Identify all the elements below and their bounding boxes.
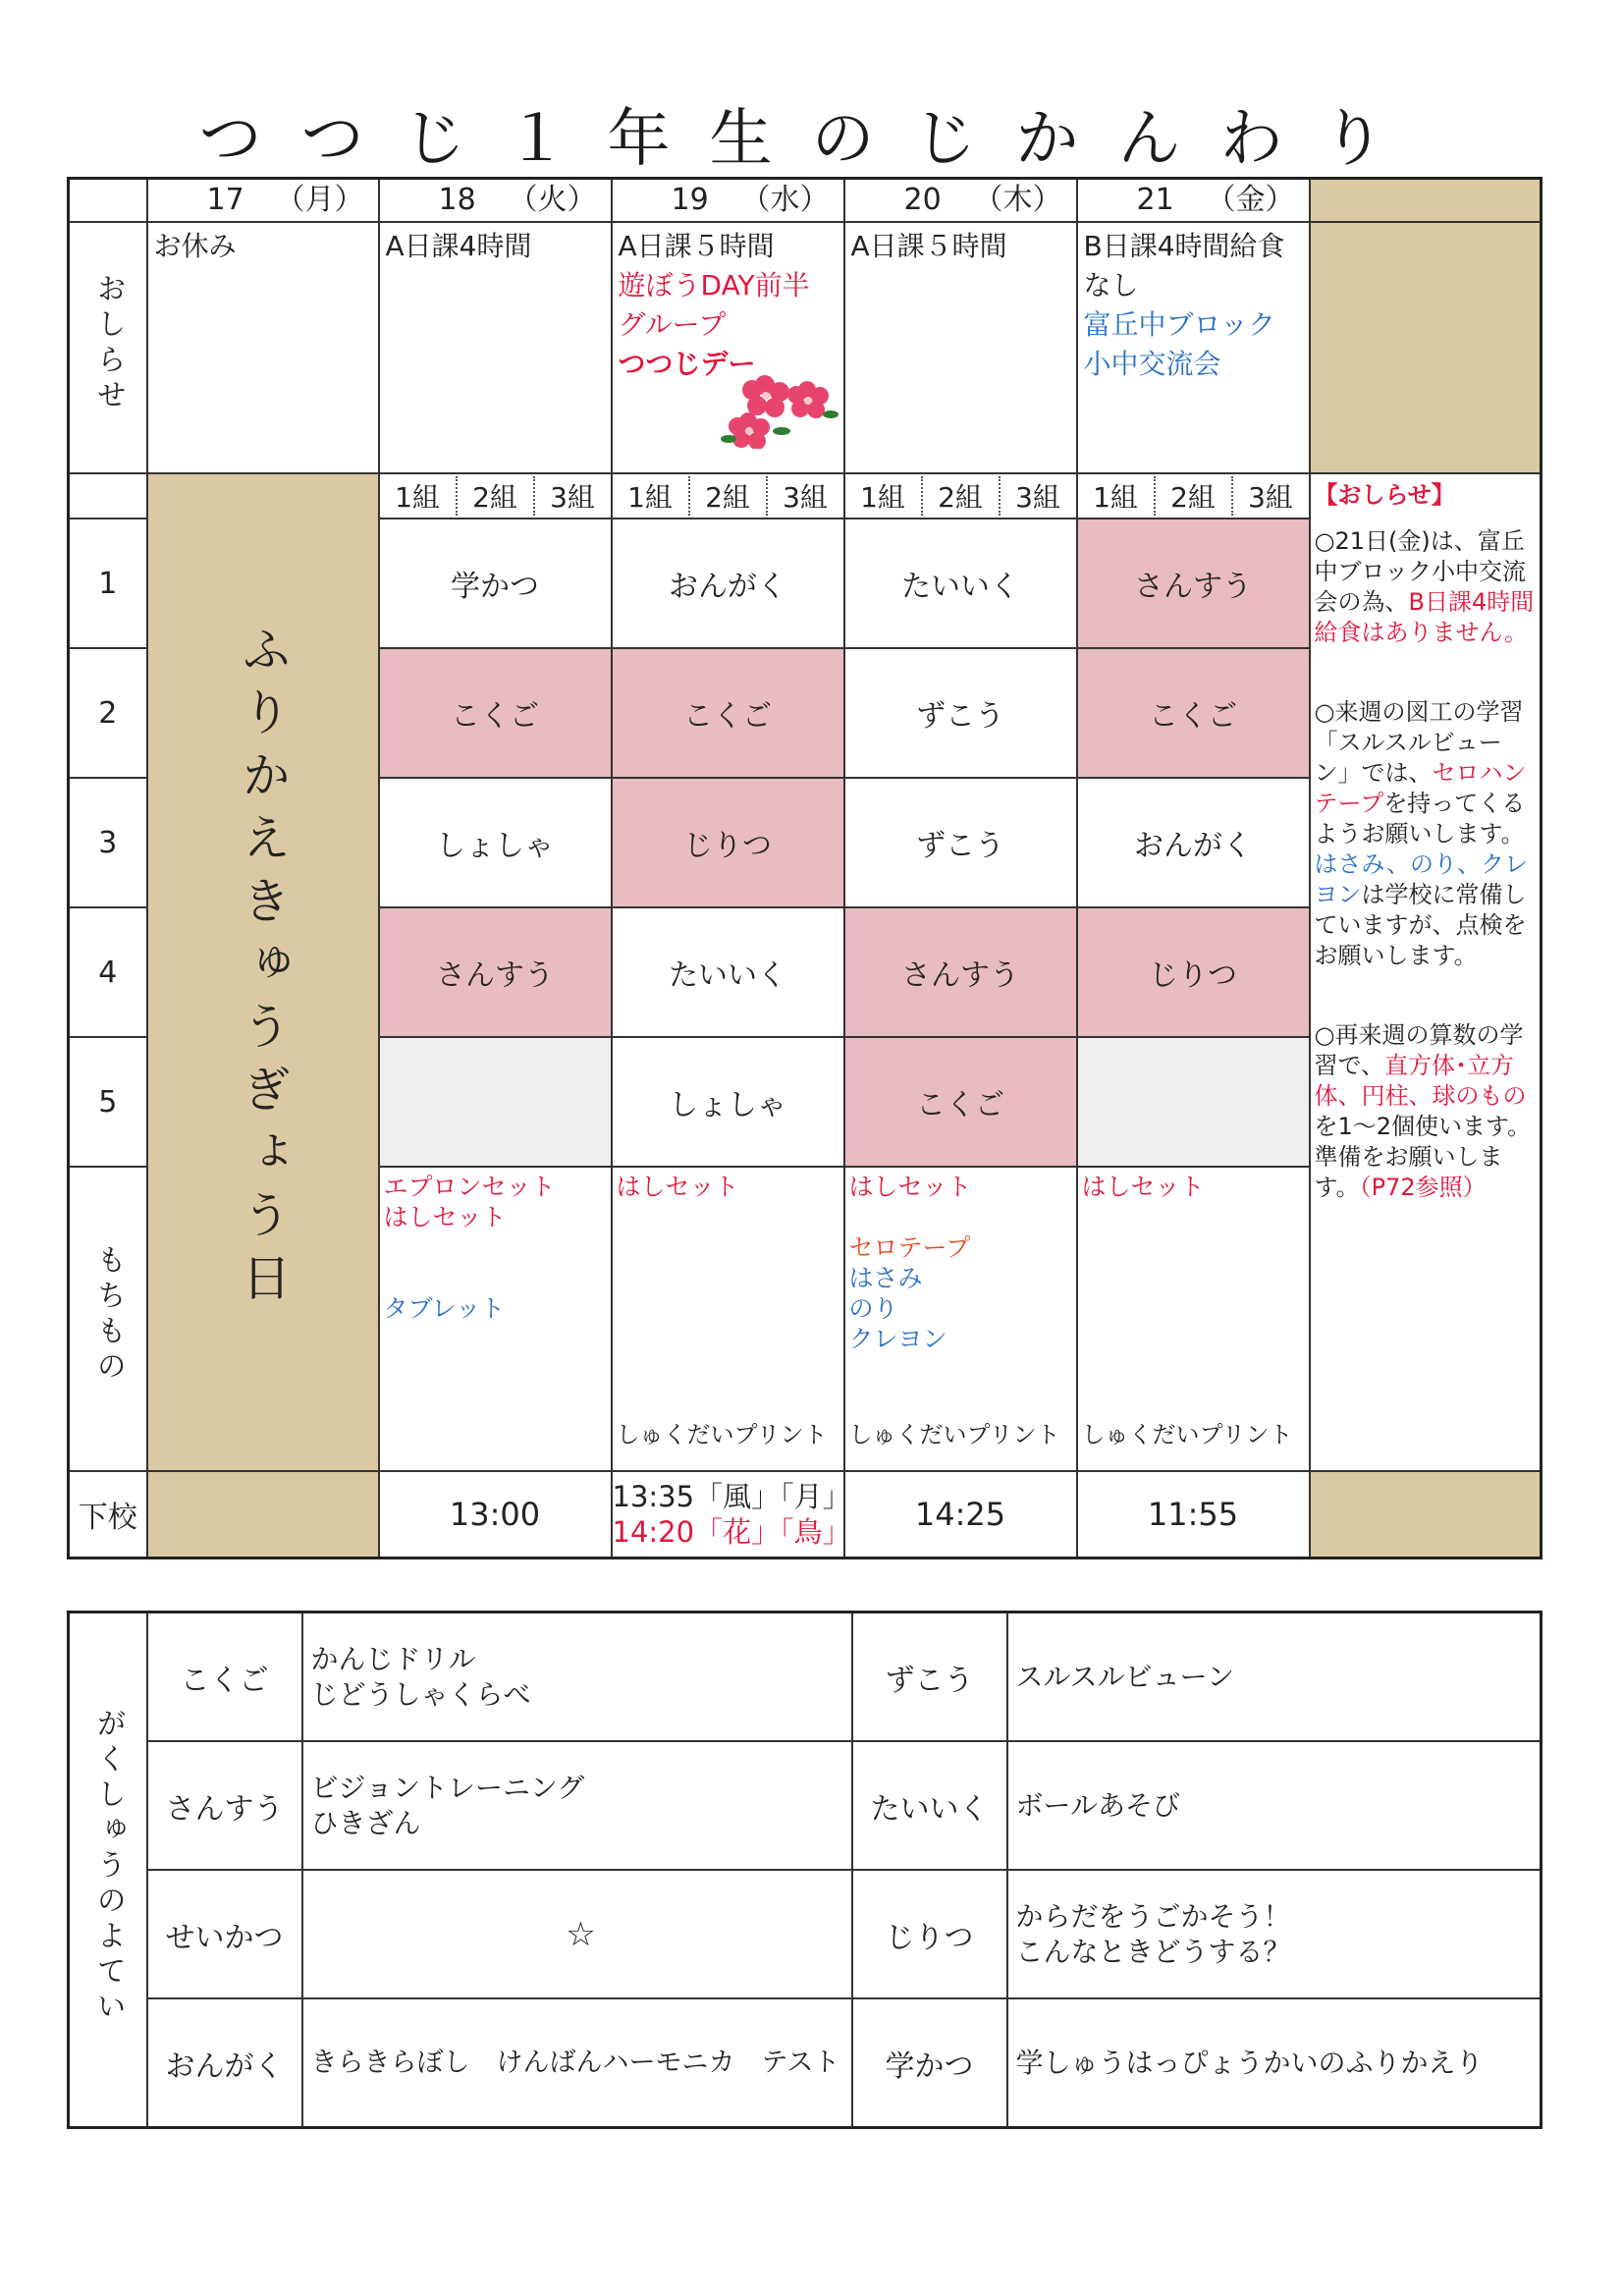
subject-plan xyxy=(1007,1613,1542,1742)
gekou-time: 13:35「風」「月」 xyxy=(612,1479,851,1513)
subject-plan xyxy=(302,1998,852,2128)
homework-item: しゅくだいプリント xyxy=(848,1421,1060,1449)
day-number: 17 xyxy=(206,183,244,217)
gekou-wed xyxy=(612,1471,851,1558)
study-row xyxy=(69,1870,1542,1998)
kumi-label: 2組 xyxy=(923,476,1001,516)
notice-highlight: （P72参照） xyxy=(1359,1174,1487,1201)
oshirase-label xyxy=(69,222,147,473)
kumi-label: 1組 xyxy=(1078,476,1156,516)
subject-name: せいかつ xyxy=(147,1870,302,1998)
class-cell: たいいく xyxy=(844,519,1077,648)
oshirase-tsutsuji-day: つつじデー xyxy=(618,348,756,380)
plan-text: スルスルビューン xyxy=(1015,1660,1235,1693)
plan-text: きらきらぼし けんばんハーモニカ テスト xyxy=(310,2047,840,2078)
class-cell: じりつ xyxy=(1077,907,1310,1037)
subject-name: 学かつ xyxy=(852,1998,1007,2128)
item: はさみ xyxy=(848,1264,923,1292)
side-notice-heading: 【おしらせ】 xyxy=(1314,481,1455,509)
class-cell: ずこう xyxy=(844,778,1077,907)
day-header-fri xyxy=(1077,179,1310,223)
item: タブレット xyxy=(383,1294,506,1323)
period-number: 1 xyxy=(69,519,147,648)
class-cell xyxy=(1077,1037,1310,1167)
class-cell: 学かつ xyxy=(379,519,612,648)
notice-text: を1～2個使います。準備をお願いします。 xyxy=(1314,1113,1532,1201)
day-header-wed xyxy=(612,179,844,223)
class-cell: さんすう xyxy=(844,907,1077,1037)
period-number: 5 xyxy=(69,1037,147,1167)
oshirase-text: A日課５時間 xyxy=(850,230,1007,262)
page-title: つつじ１年生のじかんわり xyxy=(198,103,1425,176)
day-number: 19 xyxy=(671,183,709,217)
gekou-blank xyxy=(1310,1471,1542,1558)
kumi-label: 2組 xyxy=(690,476,768,516)
day-of-week: （木） xyxy=(973,183,1062,217)
homework-item: しゅくだいプリント xyxy=(1081,1421,1293,1449)
subject-name: じりつ xyxy=(852,1870,1007,1998)
gekou-time: 14:25 xyxy=(844,1471,1077,1558)
side-notice xyxy=(1310,473,1542,1471)
class-cell: おんがく xyxy=(612,519,844,648)
oshirase-wed xyxy=(612,222,844,473)
day-of-week: （金） xyxy=(1206,183,1295,217)
oshirase-text: B日課4時間給食 xyxy=(1083,230,1285,262)
item: エプロンセット xyxy=(383,1173,556,1201)
star-icon: ☆ xyxy=(566,1914,596,1954)
class-cell: たいいく xyxy=(612,907,844,1037)
kumi-wed xyxy=(612,473,844,519)
notice-highlight: はさみ、のり、クレヨン xyxy=(1314,850,1528,908)
notice-text: ○再来週の算数の学習で、 xyxy=(1314,1021,1524,1079)
day-number: 20 xyxy=(903,183,942,217)
item: はしセット xyxy=(383,1203,507,1231)
item: セロテープ xyxy=(848,1233,971,1262)
study-label-text: がくしゅうのよてい xyxy=(90,1707,126,2026)
subject-plan xyxy=(1007,1998,1542,2128)
notice-highlight: 直方体･立方体、円柱、球のもの xyxy=(1314,1052,1527,1110)
item: はしセット xyxy=(1081,1173,1205,1201)
item: クレヨン xyxy=(848,1325,947,1353)
subject-name: ずこう xyxy=(852,1613,1007,1742)
gekou-mon xyxy=(147,1471,379,1558)
oshirase-label-text: おしらせ xyxy=(90,273,126,414)
gekou-time: 11:55 xyxy=(1077,1471,1310,1558)
kumi-label: 1組 xyxy=(613,476,690,516)
gekou-row xyxy=(69,1471,1542,1558)
notice-text: ○21日(金)は、富丘中ブロック小中交流会の為、 xyxy=(1314,527,1527,616)
subject-plan xyxy=(302,1870,852,1998)
subject-name: おんがく xyxy=(147,1998,302,2128)
subject-plan xyxy=(302,1613,852,1742)
mochimono-thu xyxy=(844,1167,1077,1471)
kumi-row xyxy=(69,473,1542,519)
oshirase-tue xyxy=(379,222,612,473)
item: はしセット xyxy=(616,1173,739,1201)
oshirase-group: グループ xyxy=(618,308,727,341)
gekou-time: 13:00 xyxy=(379,1471,612,1558)
study-label xyxy=(69,1613,147,2128)
oshirase-event: 小中交流会 xyxy=(1083,348,1221,380)
period-number: 3 xyxy=(69,778,147,907)
kumi-label: 1組 xyxy=(380,476,458,516)
day-of-week: （水） xyxy=(740,183,830,217)
notice-highlight: B日課4時間給食はありません。 xyxy=(1314,588,1535,646)
day-header-mon xyxy=(147,179,379,223)
subject-plan xyxy=(1007,1741,1542,1870)
kumi-corner xyxy=(69,473,147,519)
day-number: 18 xyxy=(438,183,476,217)
oshirase-row xyxy=(69,222,1542,473)
class-cell: さんすう xyxy=(1077,519,1310,648)
side-notice-para3 xyxy=(1315,1020,1537,1203)
holiday-label: ふりかえきゅうぎょう日 xyxy=(234,623,292,1315)
oshirase-thu xyxy=(844,222,1077,473)
kumi-label: 2組 xyxy=(458,476,535,516)
subject-plan xyxy=(1007,1870,1542,1998)
homework-item: しゅくだいプリント xyxy=(616,1421,828,1449)
oshirase-text: なし xyxy=(1083,269,1139,301)
oshirase-text: A日課５時間 xyxy=(618,230,775,262)
plan-text: 学しゅうはっぴょうかいのふりかえり xyxy=(1015,2046,1484,2079)
kumi-label: 3組 xyxy=(1015,481,1060,514)
study-row xyxy=(69,1613,1542,1742)
holiday-column xyxy=(147,473,379,1471)
header-blank xyxy=(1310,179,1542,223)
class-cell: こくご xyxy=(1077,648,1310,778)
class-cell: ずこう xyxy=(844,648,1077,778)
study-row xyxy=(69,1741,1542,1870)
kumi-label: 3組 xyxy=(783,481,828,514)
class-cell: さんすう xyxy=(379,907,612,1037)
plan-text: こんなときどうする？ xyxy=(1015,1935,1291,1968)
day-of-week: （火） xyxy=(508,183,597,217)
mochimono-fri xyxy=(1077,1167,1310,1471)
mochimono-label-text: もちもの xyxy=(90,1244,126,1386)
item: はしセット xyxy=(848,1173,972,1201)
day-of-week: （月） xyxy=(275,183,364,217)
corner-cell xyxy=(69,179,147,223)
kumi-label: 1組 xyxy=(845,476,923,516)
class-cell: こくご xyxy=(612,648,844,778)
plan-text: ボールあそび xyxy=(1015,1788,1180,1822)
notice-text: は学校に常備していますが、点検をお願いします。 xyxy=(1314,881,1527,969)
plan-text: からだをうごかそう！ xyxy=(1015,1899,1291,1933)
oshirase-event: 富丘中ブロック xyxy=(1083,308,1275,341)
kumi-label: 3組 xyxy=(1248,481,1293,514)
kumi-tue xyxy=(379,473,612,519)
subject-name: こくご xyxy=(147,1613,302,1742)
subject-plan xyxy=(302,1741,852,1870)
mochimono-label xyxy=(69,1167,147,1471)
plan-text: ビジョントレーニング xyxy=(310,1771,585,1804)
plan-text: かんじドリル xyxy=(310,1642,476,1675)
kumi-fri xyxy=(1077,473,1310,519)
study-plan-table xyxy=(67,1611,1542,2129)
class-cell: こくご xyxy=(844,1037,1077,1167)
notice-highlight: セロハンテープ xyxy=(1314,759,1527,817)
timetable xyxy=(67,177,1542,1559)
subject-name: さんすう xyxy=(147,1741,302,1870)
side-notice-para1 xyxy=(1315,526,1537,648)
plan-text: じどうしゃくらべ xyxy=(310,1677,531,1711)
side-notice-para2 xyxy=(1315,697,1537,971)
period-number: 2 xyxy=(69,648,147,778)
mochimono-wed xyxy=(612,1167,844,1471)
oshirase-event: 遊ぼうDAY前半 xyxy=(618,269,810,301)
kumi-thu xyxy=(844,473,1077,519)
oshirase-blank xyxy=(1310,222,1542,473)
class-cell: こくご xyxy=(379,648,612,778)
oshirase-mon xyxy=(147,222,379,473)
subject-name: たいいく xyxy=(852,1741,1007,1870)
oshirase-text: お休み xyxy=(153,230,237,262)
day-number: 21 xyxy=(1136,183,1174,217)
study-row xyxy=(69,1998,1542,2128)
notice-text: ○来週の図工の学習「スルスルビューン」では、 xyxy=(1314,698,1524,787)
gekou-label: 下校 xyxy=(69,1471,147,1558)
period-number: 4 xyxy=(69,907,147,1037)
class-cell: おんがく xyxy=(1077,778,1310,907)
day-header-tue xyxy=(379,179,612,223)
mochimono-tue xyxy=(379,1167,612,1471)
kumi-label: 3組 xyxy=(550,481,595,514)
plan-text: ひきざん xyxy=(310,1806,421,1839)
class-cell: じりつ xyxy=(612,778,844,907)
kumi-label: 2組 xyxy=(1156,476,1233,516)
class-cell: しょしゃ xyxy=(379,778,612,907)
oshirase-fri xyxy=(1077,222,1310,473)
notice-text: を持ってくるようお願いします。 xyxy=(1314,790,1526,847)
class-cell xyxy=(379,1037,612,1167)
azalea-flower-icon xyxy=(721,360,848,449)
item: のり xyxy=(848,1294,898,1323)
oshirase-text: A日課4時間 xyxy=(385,230,532,262)
gekou-time: 14:20「花」「鳥」 xyxy=(612,1514,851,1549)
day-header-row xyxy=(69,179,1542,223)
day-header-thu xyxy=(844,179,1077,223)
class-cell: しょしゃ xyxy=(612,1037,844,1167)
